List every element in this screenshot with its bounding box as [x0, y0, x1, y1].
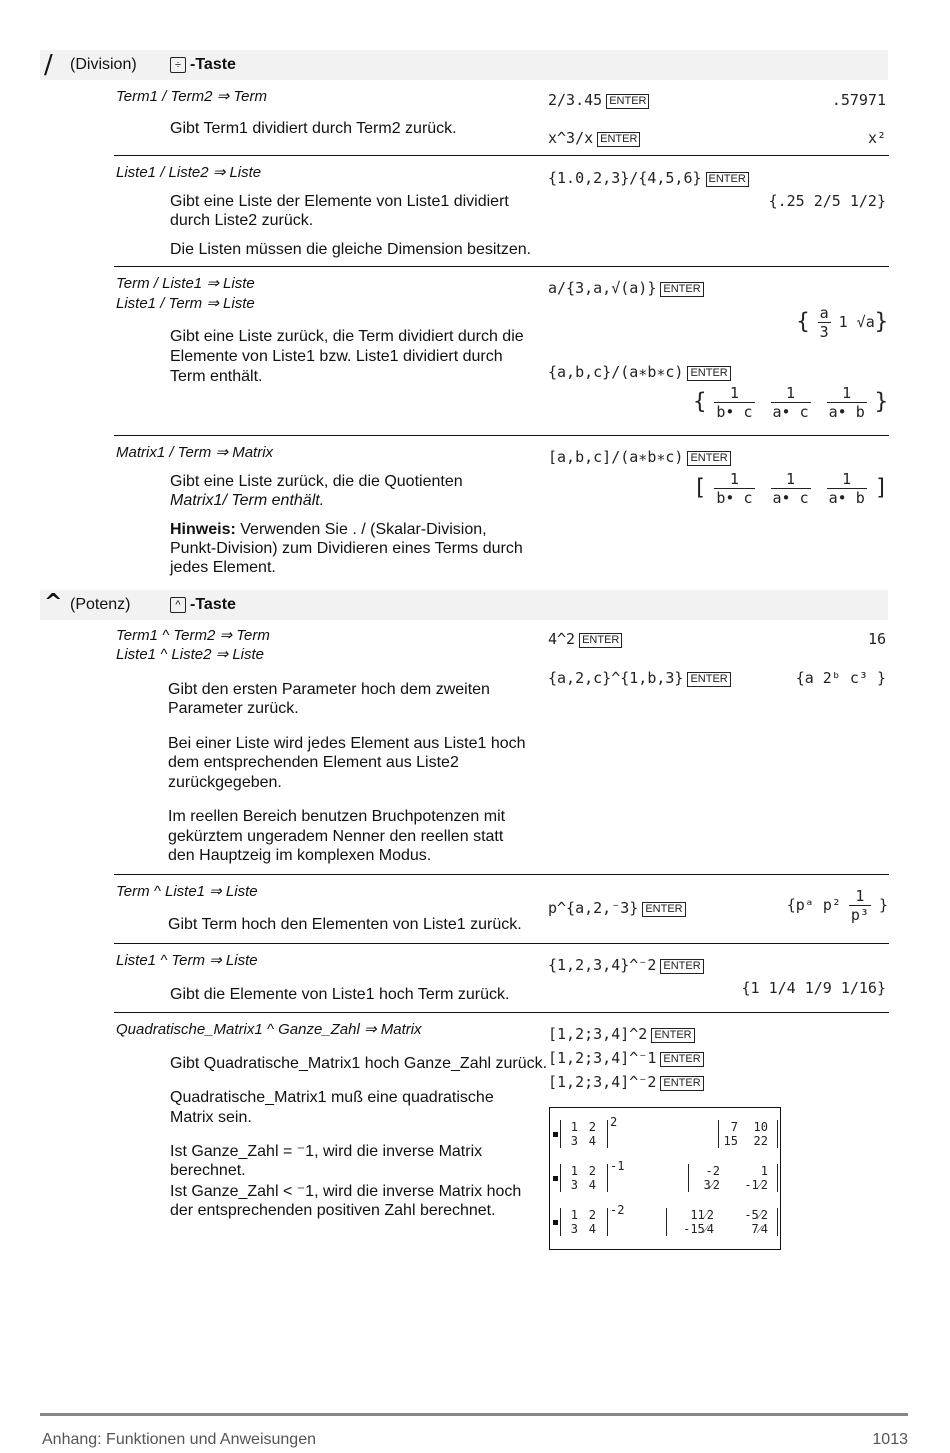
example-input: {1.0,2,3}/{4,5,6} ENTER [548, 168, 749, 188]
enter-key-icon: ENTER [606, 94, 649, 109]
example-result: x² [867, 129, 886, 147]
description: Quadratische_Matrix1 muß eine quadratische [170, 1089, 494, 1106]
example-result: {.25 2/5 1/2} [768, 192, 886, 210]
division-header [40, 50, 888, 80]
hint: Punkt-Division) zum Dividieren eines Terms durch [170, 540, 523, 557]
description: Gibt Term1 dividiert durch Term2 zurück. [170, 120, 457, 137]
divider [114, 1012, 889, 1013]
example-result: .57971 [831, 91, 886, 109]
description: dem entsprechenden Element aus Liste2 [168, 754, 459, 771]
enter-key-icon: ENTER [687, 672, 730, 687]
description: berechnet. [170, 1162, 246, 1179]
description: Gibt Quadratische_Matrix1 hoch Ganze_Zahl zurück. [170, 1055, 548, 1072]
hint: Hinweis: Verwenden Sie . / (Skalar-Division, [170, 521, 487, 538]
example-input: a/{3,a,√(a)} ENTER [548, 278, 704, 298]
description: Bei einer Liste wird jedes Element aus Liste1 hoch [168, 735, 526, 752]
description: Matrix sein. [170, 1109, 252, 1126]
input-matrix: 1 2 3 4 [560, 1164, 608, 1192]
enter-key-icon: ENTER [597, 132, 640, 147]
example-input: 4^2 ENTER [548, 629, 622, 649]
screen-row [550, 1158, 780, 1202]
description: zurückgegeben. [168, 774, 282, 791]
description: Gibt die Elemente von Liste1 hoch Term zurück. [170, 986, 510, 1003]
description: Gibt eine Liste zurück, die die Quotienten [170, 473, 463, 490]
page-number: 1013 [872, 1431, 908, 1448]
enter-key-icon: ENTER [706, 172, 749, 187]
enter-key-icon: ENTER [687, 366, 730, 381]
divider [114, 435, 889, 436]
divider [114, 155, 889, 156]
description: den Hauptzeig im komplexen Modus. [168, 847, 432, 864]
example-result: {pᵃ p² $\frac{1}{\text{p³}}$ } [786, 887, 888, 924]
power-symbol: ^ [44, 590, 63, 615]
example-input: {1,2,3,4}^⁻2 ENTER [548, 955, 704, 975]
signature: Quadratische_Matrix1 ^ Ganze_Zahl ⇒ Matrix [116, 1021, 422, 1038]
exponent: -2 [610, 1203, 625, 1217]
divider [114, 266, 889, 267]
divider [114, 943, 889, 944]
example-input: [a,b,c]/(a∗b∗c) ENTER [548, 447, 731, 467]
exponent: -1 [610, 1159, 625, 1173]
description: Term enthält. [170, 368, 263, 385]
example-result: {a 2ᵇ c³ } [795, 669, 886, 687]
row-marker [553, 1132, 558, 1137]
description: Gibt den ersten Parameter hoch dem zweiten [168, 681, 490, 698]
power-name: (Potenz) [70, 596, 131, 613]
enter-key-icon: ENTER [579, 633, 622, 648]
signature: Term ^ Liste1 ⇒ Liste [116, 883, 258, 900]
signature: Matrix1 / Term ⇒ Matrix [116, 444, 274, 461]
example-input: {a,b,c}/(a∗b∗c) ENTER [548, 362, 731, 382]
division-key: ÷ -Taste [170, 56, 236, 74]
signature: Liste1 ^ Term ⇒ Liste [116, 952, 258, 969]
footer-title: Anhang: Funktionen und Anweisungen [42, 1431, 316, 1448]
description: Im reellen Bereich benutzen Bruchpotenzen mit [168, 808, 506, 825]
description: Gibt eine Liste der Elemente von Liste1 dividiert [170, 193, 509, 210]
hint: jedes Element. [170, 559, 276, 576]
caret-key-icon: ^ [170, 597, 186, 613]
enter-key-icon: ENTER [651, 1028, 694, 1043]
example-input: x^3/x ENTER [548, 128, 640, 148]
description: Gibt Term hoch den Elementen von Liste1 zurück. [168, 916, 522, 933]
divide-key-icon: ÷ [170, 57, 186, 73]
description: durch Liste2 zurück. [170, 212, 314, 229]
example-result: { $\frac{a}{3}$ 1 √a} [796, 304, 888, 341]
description: Die Listen müssen die gleiche Dimension besitzen. [170, 241, 532, 258]
row-marker [553, 1176, 558, 1181]
power-header [40, 590, 888, 620]
enter-key-icon: ENTER [660, 282, 703, 297]
enter-key-icon: ENTER [660, 1052, 703, 1067]
description: gekürztem ungeradem Nenner den reellen statt [168, 828, 504, 845]
division-name: (Division) [70, 56, 137, 73]
description: Ist Ganze_Zahl = ⁻1, wird die inverse Matrix [170, 1143, 483, 1160]
example-result: { $\frac{1}{b• c}$ $\frac{1}{a• c}$ $\frac{1}{a• b}$ } [693, 384, 888, 421]
description: Gibt eine Liste zurück, die Term dividiert durch die [170, 328, 524, 345]
description: Elemente von Liste1 bzw. Liste1 dividiert durch [170, 348, 503, 365]
screen-row [550, 1114, 780, 1158]
description: Matrix1/ Term enthält. [170, 492, 325, 509]
example-result: {1 1/4 1/9 1/16} [741, 979, 886, 997]
description: der entsprechenden positiven Zahl berechnet. [170, 1202, 496, 1219]
division-symbol: / [44, 50, 53, 80]
divider [114, 874, 889, 875]
example-input: [1,2;3,4]^2 ENTER [548, 1024, 695, 1044]
exponent: 2 [610, 1115, 618, 1129]
example-result: [ $\frac{1}{b• c}$ $\frac{1}{a• c}$ $\frac{1}{a• b}$ ] [693, 470, 888, 507]
enter-key-icon: ENTER [687, 451, 730, 466]
result-matrix: -2 1 3⁄2 -1⁄2 [688, 1164, 778, 1192]
enter-key-icon: ENTER [642, 902, 685, 917]
signature: Term1 ^ Term2 ⇒ Term [116, 627, 270, 644]
description: Ist Ganze_Zahl < ⁻1, wird die inverse Matrix hoch [170, 1183, 522, 1200]
example-input: [1,2;3,4]^⁻1 ENTER [548, 1048, 704, 1068]
example-input: [1,2;3,4]^⁻2 ENTER [548, 1072, 704, 1092]
footer-rule [40, 1413, 908, 1416]
screen-row [550, 1202, 780, 1246]
example-input: p^{a,2,⁻3} ENTER [548, 898, 686, 918]
example-result: 16 [867, 630, 886, 648]
calculator-screen [549, 1107, 781, 1250]
signature: Term / Liste1 ⇒ Liste [116, 275, 255, 292]
input-matrix: 1 2 3 4 [560, 1208, 608, 1236]
description: Parameter zurück. [168, 700, 299, 717]
signature: Liste1 / Liste2 ⇒ Liste [116, 164, 262, 181]
enter-key-icon: ENTER [660, 959, 703, 974]
signature: Liste1 / Term ⇒ Liste [116, 295, 255, 312]
result-matrix: 7 10 15 22 [718, 1120, 778, 1148]
enter-key-icon: ENTER [660, 1076, 703, 1091]
input-matrix: 1 2 3 4 [560, 1120, 608, 1148]
example-input: 2/3.45 ENTER [548, 90, 649, 110]
power-key: ^ -Taste [170, 596, 236, 614]
row-marker [553, 1220, 558, 1225]
example-input: {a,2,c}^{1,b,3} ENTER [548, 668, 731, 688]
signature: Liste1 ^ Liste2 ⇒ Liste [116, 646, 265, 663]
result-matrix: 11⁄2 -5⁄2 -15⁄4 7⁄4 [666, 1208, 778, 1236]
signature: Term1 / Term2 ⇒ Term [116, 88, 267, 105]
